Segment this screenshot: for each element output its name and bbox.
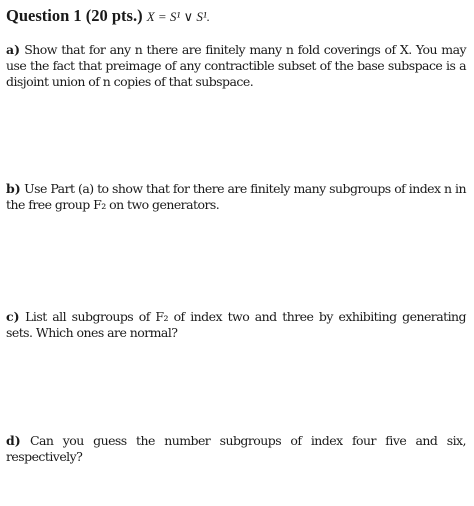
question-title: Question 1 (20 pts.) xyxy=(6,6,143,25)
part-a-label: a) xyxy=(6,42,21,57)
part-d-label: d) xyxy=(6,433,21,448)
part-b-label: b) xyxy=(6,181,21,196)
question-expression: X = S¹ ∨ S¹. xyxy=(146,9,210,24)
part-d-text: Can you guess the number subgroups of index four five and six, respectively? xyxy=(6,433,466,464)
part-a xyxy=(6,42,466,90)
part-c-label: c) xyxy=(6,309,20,324)
part-c-text: List all subgroups of F₂ of index two and three by exhibiting generating sets. Which ones are normal? xyxy=(6,309,466,340)
question-heading xyxy=(6,6,210,27)
part-d xyxy=(6,433,466,465)
part-b xyxy=(6,181,466,213)
part-c xyxy=(6,309,466,341)
part-a-text: Show that for any n there are finitely many n fold coverings of X. You may use the fact that preimage of any contractible subset of the base subspace is a disjoint union of n copies of that subspace. xyxy=(6,42,466,89)
part-b-text: Use Part (a) to show that for there are finitely many subgroups of index n in the free group F₂ on two generators. xyxy=(6,181,466,212)
